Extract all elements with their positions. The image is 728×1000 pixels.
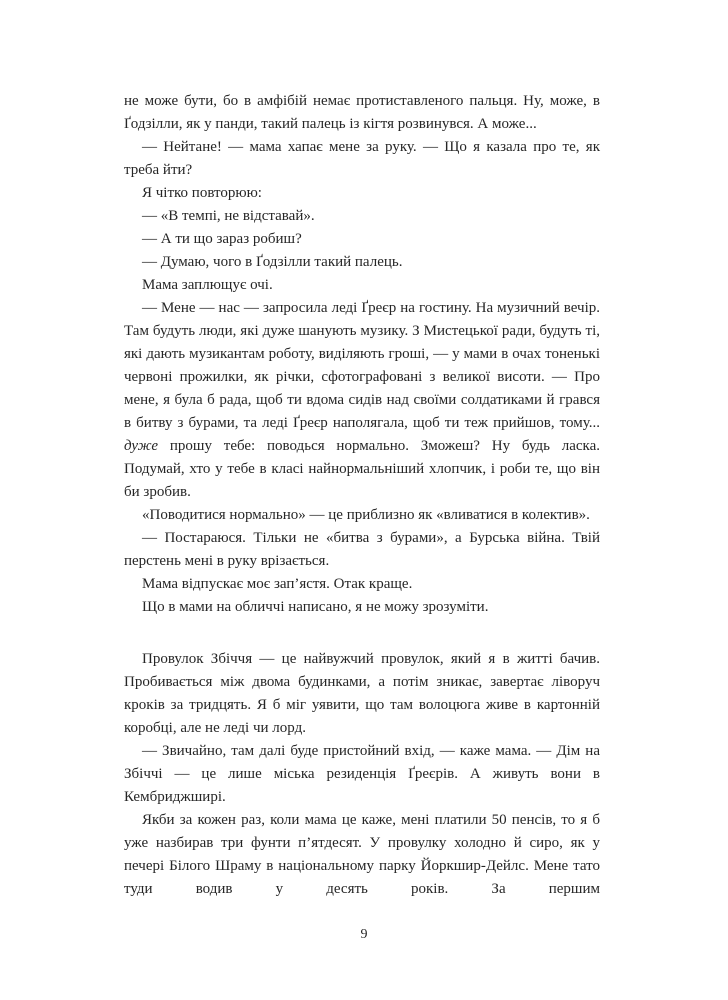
dialogue-paragraph — [124, 297, 600, 504]
paragraph: Якби за кожен раз, коли мама це каже, мені платили 50 пенсів, то я б уже назбирав три фунти п’ятдесят. У провулку холодно й сиро, як у печері Білого Шраму в національному парку Йоркшир-Дейлс. Мене тато туди водив у десять років. За першим — [124, 812, 600, 897]
text-section-1 — [124, 90, 600, 619]
dialogue-paragraph: — «В темпі, не відставай». — [142, 208, 315, 224]
paragraph-text: — Мене — нас — запросила леді Ґреєр на гостину. На музичний вечір. Там будуть люди, які дуже шанують музику. З Мистецької ради, будуть ті, які дають музикантам роботу, виділяють гроші, — у мами в очах тоненькі червоні прожилки, як річки, сфотографовані з великої висоти. — Про мене, я була б рада, щоб ти вдома сидів над своїми солдатиками й грався в битву з бурами, та леді Ґреєр наполягала, щоб ти теж прийшов, тому... — [124, 300, 600, 431]
paragraph: Мама відпускає моє зап’ястя. Отак краще. — [142, 576, 413, 592]
text-section-2 — [124, 648, 600, 901]
paragraph: Я чітко повторюю: — [142, 185, 262, 201]
emphasis-text: дуже — [124, 438, 159, 454]
dialogue-paragraph: — А ти що зараз робиш? — [142, 231, 302, 247]
paragraph: Мама заплющує очі. — [142, 277, 273, 293]
dialogue-paragraph: — Постараюся. Тільки не «битва з бурами», а Бурська війна. Твій перстень мені в руку врізається. — [124, 530, 600, 569]
page-number: 9 — [360, 927, 368, 942]
dialogue-paragraph: — Думаю, чого в Ґодзілли такий палець. — [142, 254, 403, 270]
paragraph: Що в мами на обличчі написано, я не можу зрозуміти. — [142, 599, 489, 615]
paragraph: не може бути, бо в амфібій немає протиставленого пальця. Ну, може, в Ґодзілли, як у панди, такий палець із кігтя розвинувся. А може... — [124, 93, 600, 132]
paragraph: «Поводитися нормально» — це приблизно як «вливатися в колектив». — [142, 507, 590, 523]
dialogue-paragraph: — Нейтане! — мама хапає мене за руку. — Що я казала про те, як треба йти? — [124, 139, 600, 178]
paragraph: Провулок Збіччя — це найвужчий провулок, який я в житті бачив. Пробивається між двома будинками, а потім зникає, завертає ліворуч кроків за тридцять. Я б міг уявити, що там волоцюга живе в картонній коробці, але не леді чи лорд. — [124, 651, 600, 736]
dialogue-paragraph: — Звичайно, там далі буде пристойний вхід, — каже мама. — Дім на Збіччі — це лише міська резиденція Ґреєрів. А живуть вони в Кембриджширі. — [124, 743, 600, 805]
paragraph-text: прошу тебе: поводься нормально. Зможеш? Ну будь ласка. Подумай, хто у тебе в класі найнормальніший хлопчик, і роби те, що він би зробив. — [124, 438, 601, 500]
